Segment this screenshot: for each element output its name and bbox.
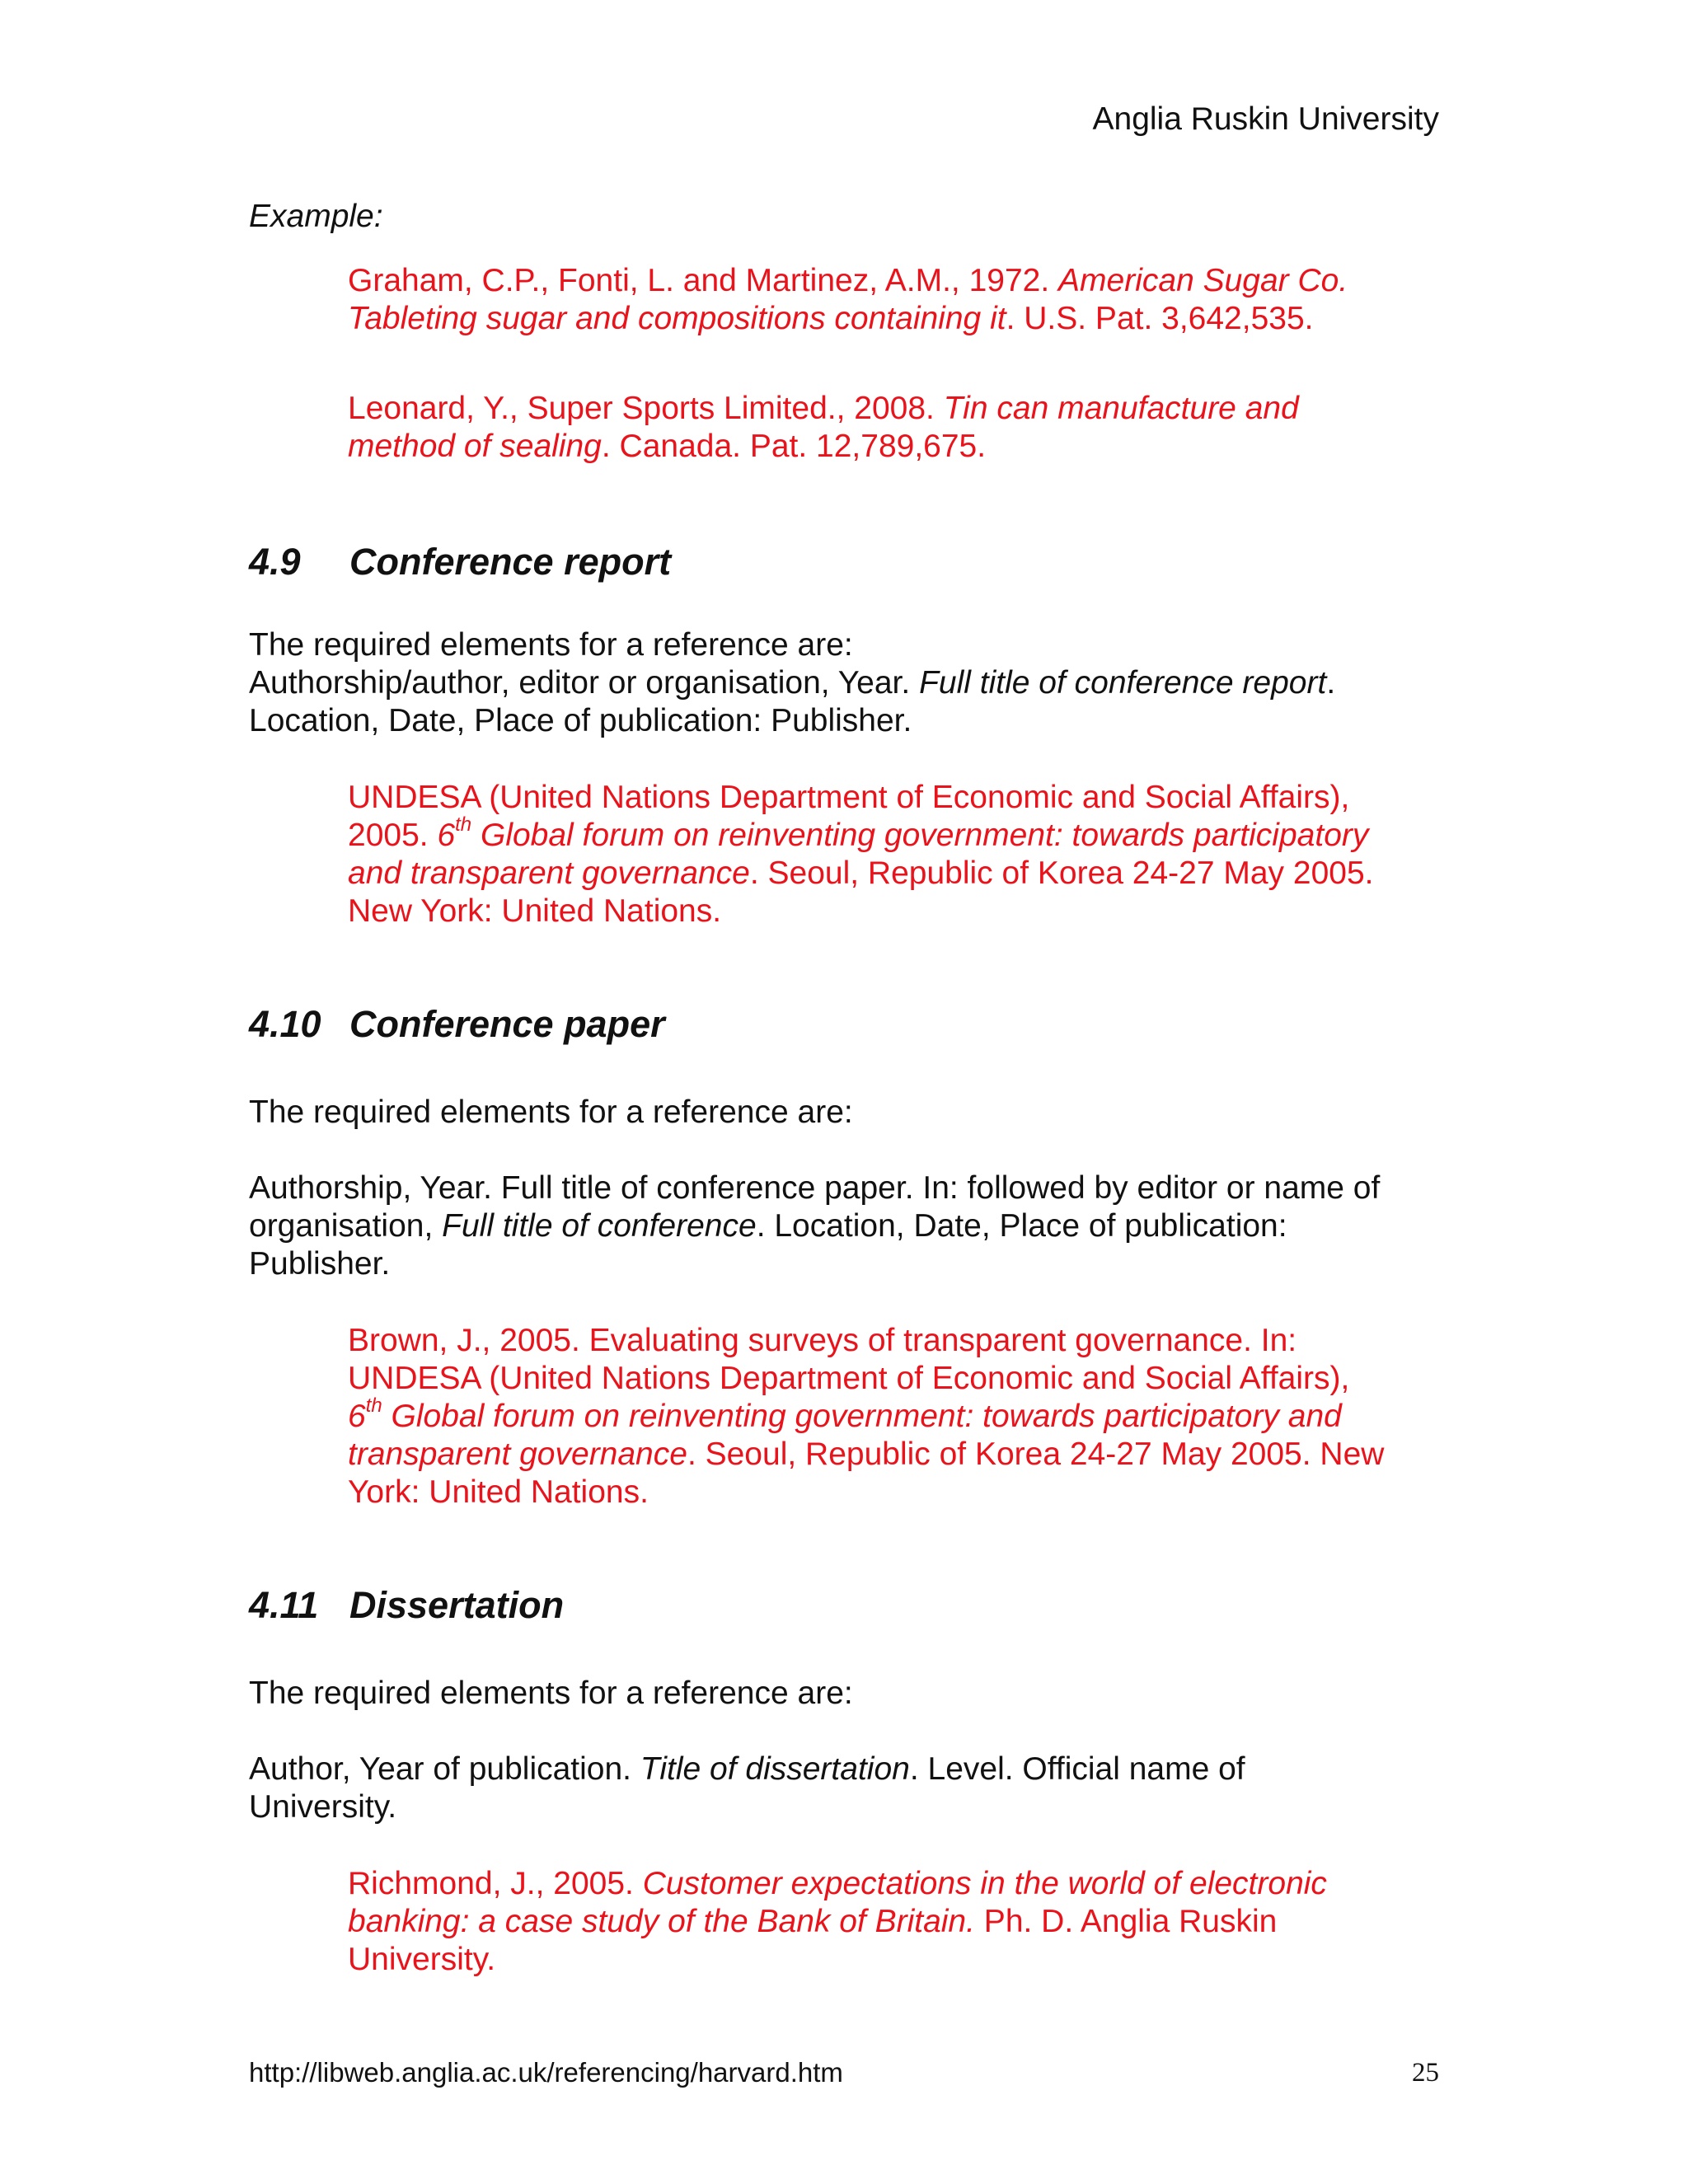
page-number: 25 xyxy=(1412,2058,1439,2088)
patent-example-2: Leonard, Y., Super Sports Limited., 2008. Tin can manufacture and method of sealing. Canada. Pat. 12,789,675. xyxy=(348,391,1299,464)
section-4-9-requirements: The required elements for a reference are: Authorship/author, editor or organisation, Year. Full title of conference report. Location, Date, Place of publication: Publisher. xyxy=(249,627,1336,738)
section-title: Conference paper xyxy=(349,1003,665,1045)
section-heading-4-10 xyxy=(249,1003,1469,1046)
conference-report-example: UNDESA (United Nations Department of Economic and Social Affairs), 2005. 6th Global forum on reinventing government: towards participatory and transparent governance. Seoul, Republic of Korea 24-27 May 2005. New York: United Nations. xyxy=(348,780,1374,929)
section-number: 4.11 xyxy=(249,1584,319,1626)
section-title: Conference report xyxy=(349,541,672,583)
dissertation-example: Richmond, J., 2005. Customer expectations in the world of electronic banking: a case study of the Bank of Britain. Ph. D. Anglia Ruskin University. xyxy=(348,1866,1327,1977)
patent-example-1: Graham, C.P., Fonti, L. and Martinez, A.M., 1972. American Sugar Co. Tableting sugar and compositions containing it. U.S. Pat. 3,642,535. xyxy=(348,263,1348,336)
section-4-11-elements: Author, Year of publication. Title of dissertation. Level. Official name of University. xyxy=(249,1751,1245,1825)
section-number: 4.10 xyxy=(249,1003,321,1045)
footer-url[interactable]: http://libweb.anglia.ac.uk/referencing/harvard.htm xyxy=(249,2057,843,2088)
section-4-11-required: The required elements for a reference are: xyxy=(249,1675,853,1711)
section-4-10-elements: Authorship, Year. Full title of conference paper. In: followed by editor or name of organisation, Full title of conference. Location, Date, Place of publication: Publisher. xyxy=(249,1170,1381,1282)
section-4-10-required: The required elements for a reference are: xyxy=(249,1094,853,1130)
conference-paper-example: Brown, J., 2005. Evaluating surveys of transparent governance. In: UNDESA (United Nations Department of Economic and Social Affairs), 6th Global forum on reinventing government: towards participatory and transparent governance. Seoul, Republic of Korea 24-27 May 2005. New York: United Nations. xyxy=(348,1323,1385,1510)
page-header-institution: Anglia Ruskin University xyxy=(1092,101,1439,137)
section-heading-4-11 xyxy=(249,1584,1469,1627)
example-label: Example: xyxy=(249,199,383,234)
section-title: Dissertation xyxy=(349,1584,565,1626)
section-heading-4-9 xyxy=(249,541,1469,583)
section-number: 4.9 xyxy=(249,541,301,583)
